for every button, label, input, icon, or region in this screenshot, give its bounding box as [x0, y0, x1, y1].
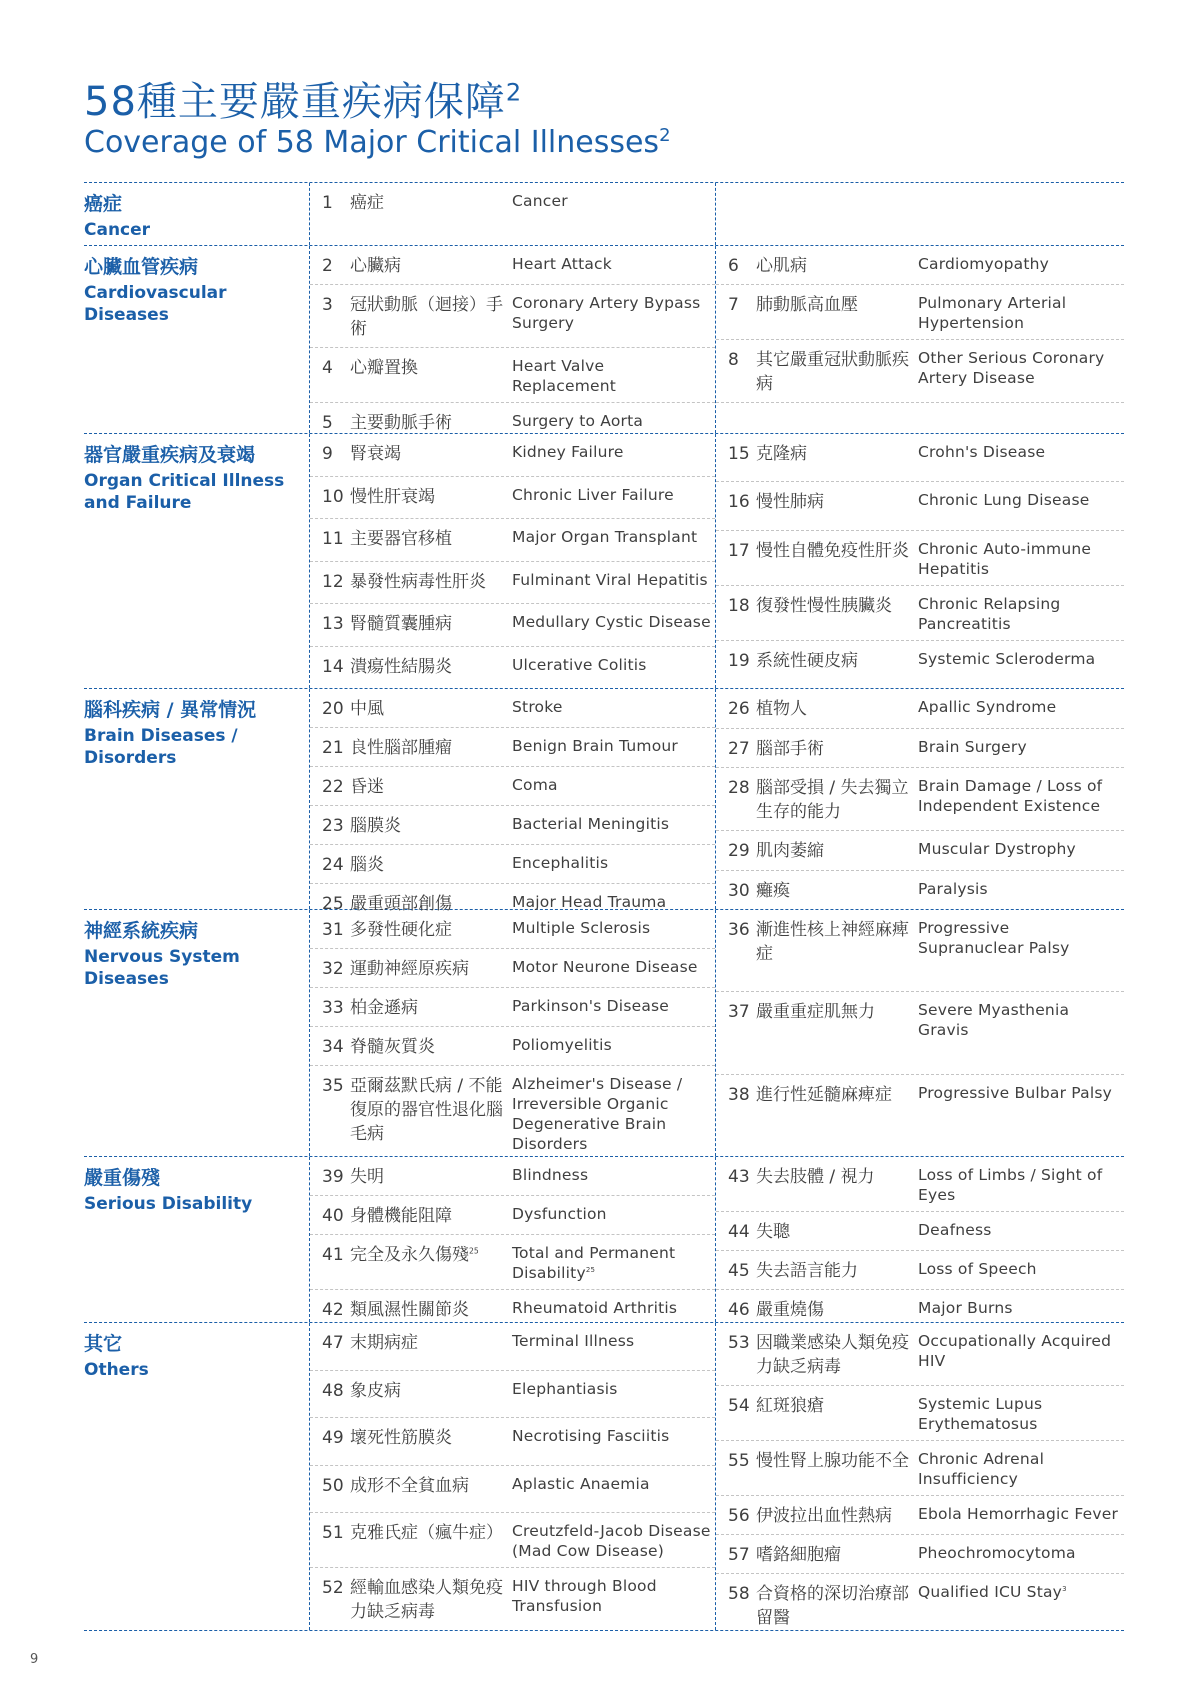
illness-name-zh: 腎衰竭: [350, 444, 401, 464]
illness-name-en: Brain Surgery: [918, 737, 1027, 756]
illness-number: 31: [322, 920, 344, 940]
illness-name-zh: 亞爾茲默氏病 / 不能復原的器官性退化腦毛病: [350, 1076, 503, 1144]
illness-number: 53: [728, 1333, 750, 1353]
illness-name-en: Chronic Auto-immune Hepatitis: [918, 539, 1092, 578]
illness-column-right: [716, 434, 1124, 688]
illness-number: 4: [322, 358, 333, 378]
illness-item: [716, 831, 1124, 871]
illness-name-zh: 腦炎: [350, 855, 384, 875]
illness-item: [716, 531, 1124, 586]
page-number: 9: [30, 1652, 39, 1667]
page-title-zh: 58種主要嚴重疾病保障$^2$: [84, 78, 523, 125]
illness-number: 18: [728, 595, 750, 616]
illness-name-zh: 嚴重頭部創傷: [350, 894, 452, 914]
illness-name-zh: 腎髓質囊腫病: [350, 614, 452, 634]
illness-number: 51: [322, 1523, 344, 1543]
illness-item: [716, 1496, 1124, 1535]
category-label: [84, 910, 310, 1156]
category-name-en: Organ Critical Illness and Failure: [84, 471, 285, 513]
illness-number: 7: [728, 295, 739, 315]
illness-column-right: [716, 183, 1124, 245]
illness-name-zh: 克隆病: [756, 444, 807, 464]
illness-name-zh: 嗜鉻細胞瘤: [756, 1545, 841, 1565]
illness-name-zh: 肌肉萎縮: [756, 841, 824, 861]
illness-name-zh: 多發性硬化症: [350, 920, 452, 940]
illness-name-zh: 腦膜炎: [350, 816, 401, 836]
illness-number: 46: [728, 1300, 750, 1320]
illness-number: 37: [728, 1002, 750, 1023]
illness-item: [310, 1196, 715, 1235]
illness-name-zh: 腦部受損 / 失去獨立生存的能力: [756, 778, 909, 822]
illness-name-zh: 慢性肺病: [756, 492, 824, 513]
illness-name-zh: 脊髓灰質炎: [350, 1037, 435, 1057]
illness-item: [716, 689, 1124, 729]
illness-category-section: [84, 1323, 1124, 1631]
illness-name-en: Ebola Hemorrhagic Fever: [918, 1505, 1119, 1523]
category-name-zh: 神經系統疾病: [84, 920, 199, 942]
illness-name-en: Apallic Syndrome: [918, 698, 1057, 716]
illness-number: 20: [322, 699, 344, 719]
illness-number: 10: [322, 486, 344, 507]
illness-number: 30: [728, 880, 750, 901]
illness-number: 28: [728, 778, 750, 798]
illness-name-zh: 嚴重燒傷: [756, 1300, 824, 1320]
category-name-zh: 器官嚴重疾病及衰竭: [84, 444, 256, 466]
illness-name-en: Poliomyelitis: [512, 1036, 612, 1054]
illness-item: [310, 767, 715, 806]
illness-name-en: Surgery to Aorta: [512, 412, 644, 430]
illness-item: [310, 348, 715, 403]
category-label: [84, 1157, 310, 1322]
illness-column-left: [310, 1157, 716, 1322]
illness-column-left: [310, 434, 716, 688]
illness-item: [310, 434, 715, 477]
illness-number: 58: [728, 1584, 750, 1604]
illness-item: [716, 482, 1124, 530]
illness-item: [310, 1157, 715, 1196]
illness-number: 9: [322, 444, 333, 464]
illness-item: [310, 477, 715, 520]
illness-number: 38: [728, 1084, 750, 1105]
illness-name-en: Crohn's Disease: [918, 443, 1046, 461]
illness-name-en: Fulminant Viral Hepatitis: [512, 570, 708, 589]
illness-number: 33: [322, 998, 344, 1018]
illness-name-en: Cardiomyopathy: [918, 255, 1050, 273]
illness-name-zh: 潰瘍性結腸炎: [350, 656, 452, 677]
illness-item: [310, 845, 715, 884]
illness-column-left: [310, 1323, 716, 1630]
illness-number: 15: [728, 444, 750, 464]
illness-name-en: Blindness: [512, 1166, 589, 1184]
illness-number: 22: [322, 777, 344, 797]
illness-name-en: Major Organ Transplant: [512, 528, 698, 546]
illness-number: 44: [728, 1222, 750, 1242]
illness-name-en: Cancer: [512, 192, 568, 210]
illness-number: 2: [322, 256, 333, 276]
category-name-en: Serious Disability: [84, 1194, 253, 1214]
illness-number: 5: [322, 413, 333, 433]
illness-name-zh: 中風: [350, 699, 384, 719]
illness-name-en: Total and Permanent Disability$^{25}$: [512, 1244, 676, 1282]
category-name-en: Cardiovascular Diseases: [84, 283, 227, 325]
illness-column-right: [716, 689, 1124, 909]
illness-number: 34: [322, 1037, 344, 1057]
illness-name-zh: 肺動脈高血壓: [756, 295, 858, 315]
illness-name-zh: 壞死性筋膜炎: [350, 1428, 452, 1448]
illness-number: 43: [728, 1167, 750, 1187]
illness-item: [310, 949, 715, 988]
illness-item: [716, 403, 1124, 433]
illness-name-zh: 心瓣置換: [350, 358, 418, 378]
illness-category-section: [84, 434, 1124, 689]
illness-column-left: [310, 246, 716, 433]
illness-name-en: Elephantiasis: [512, 1379, 618, 1398]
illness-item: [716, 641, 1124, 688]
illness-name-zh: 失明: [350, 1167, 384, 1187]
illness-name-en: Chronic Liver Failure: [512, 485, 674, 504]
illness-number: 49: [322, 1428, 344, 1448]
illness-name-en: Chronic Adrenal Insufficiency: [918, 1450, 1045, 1488]
illness-name-zh: 象皮病: [350, 1380, 401, 1401]
illness-item: [310, 183, 715, 245]
illness-name-en: Stroke: [512, 698, 563, 716]
illness-name-en: Loss of Limbs / Sight of Eyes: [918, 1166, 1103, 1204]
illness-name-zh: 慢性肝衰竭: [350, 486, 435, 507]
illness-number: 55: [728, 1451, 750, 1471]
illness-number: 52: [322, 1578, 344, 1598]
illness-name-en: Medullary Cystic Disease: [512, 613, 711, 631]
illness-name-en: Kidney Failure: [512, 443, 624, 461]
illness-category-section: [84, 1157, 1124, 1323]
footnote-marker: 25: [469, 1246, 479, 1256]
illness-name-en: Dysfunction: [512, 1205, 607, 1223]
illness-name-en: Qualified ICU Stay$^3$: [918, 1583, 1067, 1601]
illness-item: [716, 1441, 1124, 1496]
illness-name-en: Ulcerative Colitis: [512, 655, 647, 674]
illness-number: 6: [728, 256, 739, 276]
illness-name-zh: 失聰: [756, 1222, 790, 1242]
illness-number: 48: [322, 1380, 344, 1401]
illness-name-en: Creutzfeld-Jacob Disease (Mad Cow Disease): [512, 1522, 711, 1560]
illness-name-en: Benign Brain Tumour: [512, 737, 678, 755]
illness-name-zh: 系統性硬皮病: [756, 650, 858, 671]
illness-number: 11: [322, 529, 344, 549]
illness-name-en: Alzheimer's Disease / Irreversible Organic Degenerative Brain Disorders: [512, 1075, 683, 1153]
illness-item: [310, 1027, 715, 1066]
illness-item: [310, 1466, 715, 1514]
illness-item: [310, 1371, 715, 1419]
illness-name-zh: 伊波拉出血性熱病: [756, 1506, 892, 1526]
illness-item: [310, 519, 715, 562]
illness-name-zh: 身體機能阻障: [350, 1206, 452, 1226]
illness-name-zh: 完全及永久傷殘$^{25}$: [350, 1245, 479, 1265]
illness-name-en: Systemic Lupus Erythematosus: [918, 1395, 1043, 1433]
illness-column-right: [716, 910, 1124, 1156]
illness-number: 16: [728, 492, 750, 513]
illness-number: 17: [728, 540, 750, 561]
category-label: [84, 246, 310, 433]
illness-name-zh: 克雅氏症（瘋牛症）: [350, 1523, 503, 1543]
illness-number: 47: [322, 1333, 344, 1353]
illness-item: [716, 1157, 1124, 1212]
illness-name-en: Loss of Speech: [918, 1260, 1037, 1278]
illness-item: [716, 1574, 1124, 1636]
category-name-zh: 心臟血管疾病: [84, 256, 199, 278]
illness-name-en: Coronary Artery Bypass Surgery: [512, 294, 701, 332]
illness-number: 1: [322, 193, 333, 213]
illness-category-section: [84, 910, 1124, 1157]
illness-name-en: Aplastic Anaemia: [512, 1474, 650, 1493]
illness-name-en: Rheumatoid Arthritis: [512, 1299, 678, 1317]
illness-name-zh: 柏金遜病: [350, 998, 418, 1018]
illness-item: [716, 768, 1124, 831]
illness-item: [310, 1323, 715, 1371]
page-title-en: Coverage of 58 Major Critical Illnesses$^2$: [84, 125, 671, 160]
illness-number: 50: [322, 1475, 344, 1496]
illness-number: 8: [728, 350, 739, 370]
illness-item: [716, 246, 1124, 285]
illness-number: 56: [728, 1506, 750, 1526]
illness-item: [716, 1251, 1124, 1290]
illness-name-zh: 成形不全貧血病: [350, 1475, 469, 1496]
illness-name-en: Pulmonary Arterial Hypertension: [918, 294, 1067, 332]
illness-number: 3: [322, 295, 333, 315]
illness-column-right: [716, 1157, 1124, 1322]
illness-name-zh: 失去肢體 / 視力: [756, 1167, 875, 1187]
illness-name-en: Pheochromocytoma: [918, 1544, 1076, 1562]
illness-name-zh: 運動神經原疾病: [350, 959, 469, 979]
illness-name-en: Necrotising Fasciitis: [512, 1427, 670, 1445]
illness-name-zh: 良性腦部腫瘤: [350, 738, 452, 758]
illness-name-zh: 嚴重重症肌無力: [756, 1002, 875, 1023]
category-name-en: Others: [84, 1360, 149, 1380]
illness-number: 32: [322, 959, 344, 979]
illness-number: 13: [322, 614, 344, 634]
illness-name-en: Paralysis: [918, 879, 988, 898]
illness-name-en: Parkinson's Disease: [512, 997, 670, 1015]
illness-number: 27: [728, 738, 750, 759]
illness-number: 41: [322, 1245, 344, 1265]
illness-item: [716, 729, 1124, 769]
illness-name-zh: 冠狀動脈（迴接）手術: [350, 295, 503, 339]
illness-name-en: Coma: [512, 776, 558, 794]
illness-number: 45: [728, 1261, 750, 1281]
illness-item: [310, 285, 715, 348]
illness-item: [310, 246, 715, 285]
category-name-zh: 其它: [84, 1333, 123, 1355]
illness-name-zh: 進行性延髓麻痺症: [756, 1084, 892, 1105]
illness-name-en: Severe Myasthenia Gravis: [918, 1001, 1070, 1040]
illness-number: 19: [728, 650, 750, 671]
illness-item: [716, 1535, 1124, 1574]
illness-name-zh: 失去語言能力: [756, 1261, 858, 1281]
illness-name-zh: 慢性腎上腺功能不全: [756, 1451, 909, 1471]
illness-item: [716, 340, 1124, 403]
illness-item: [310, 728, 715, 767]
illness-item: [716, 1212, 1124, 1251]
illness-item: [310, 1418, 715, 1466]
illness-name-en: Bacterial Meningitis: [512, 815, 670, 833]
illness-category-section: [84, 246, 1124, 434]
illness-number: 39: [322, 1167, 344, 1187]
illness-name-zh: 復發性慢性胰臟炎: [756, 595, 892, 616]
illness-item: [716, 1075, 1124, 1156]
illness-name-zh: 漸進性核上神經麻痺症: [756, 920, 909, 964]
illness-number: 21: [322, 738, 344, 758]
category-label: [84, 689, 310, 909]
category-name-zh: 嚴重傷殘: [84, 1167, 161, 1189]
footnote-marker: 25: [585, 1265, 596, 1274]
illness-name-en: Multiple Sclerosis: [512, 919, 651, 937]
illness-item: [716, 285, 1124, 340]
illness-item: [716, 1323, 1124, 1386]
illness-name-en: Progressive Bulbar Palsy: [918, 1083, 1112, 1102]
illness-name-en: Chronic Relapsing Pancreatitis: [918, 594, 1061, 633]
illness-name-en: Major Head Trauma: [512, 893, 667, 911]
illness-name-zh: 主要動脈手術: [350, 413, 452, 433]
illness-name-en: Progressive Supranuclear Palsy: [918, 919, 1070, 957]
illness-name-en: Terminal Illness: [512, 1332, 635, 1350]
illness-number: 29: [728, 841, 750, 861]
illness-name-en: Heart Valve Replacement: [512, 357, 617, 395]
illness-column-left: [310, 910, 716, 1156]
illness-item: [716, 586, 1124, 641]
illness-column-right: [716, 1323, 1124, 1630]
illness-number: 26: [728, 699, 750, 719]
illness-number: 36: [728, 920, 750, 940]
category-name-zh: 腦科疾病 / 異常情況: [84, 699, 257, 721]
illness-name-en: Major Burns: [918, 1299, 1013, 1317]
category-name-en: Cancer: [84, 220, 151, 240]
illness-name-en: Deafness: [918, 1221, 992, 1239]
illness-number: 54: [728, 1396, 750, 1416]
illness-name-zh: 紅斑狼瘡: [756, 1396, 824, 1416]
illness-item: [310, 910, 715, 949]
illness-category-section: [84, 689, 1124, 914]
illness-name-en: Muscular Dystrophy: [918, 840, 1076, 858]
illness-category-section: [84, 183, 1124, 246]
illness-item: [310, 689, 715, 728]
illness-name-en: Chronic Lung Disease: [918, 491, 1090, 510]
illness-number: 14: [322, 656, 344, 677]
category-name-en: Nervous System Diseases: [84, 947, 240, 989]
illness-name-zh: 末期病症: [350, 1333, 418, 1353]
illness-number: 24: [322, 855, 344, 875]
illness-name-zh: 經輸血感染人類免疫力缺乏病毒: [350, 1578, 503, 1622]
illness-name-zh: 主要器官移植: [350, 529, 452, 549]
illness-item: [716, 871, 1124, 910]
illness-item: [716, 434, 1124, 482]
category-label: [84, 183, 310, 245]
illness-item: [310, 604, 715, 647]
illness-column-right: [716, 246, 1124, 433]
illness-name-zh: 慢性自體免疫性肝炎: [756, 540, 909, 561]
illness-item: [716, 910, 1124, 992]
illness-number: 25: [322, 894, 344, 914]
illness-number: 40: [322, 1206, 344, 1226]
illness-column-left: [310, 183, 716, 245]
illness-name-zh: 合資格的深切治療部留醫: [756, 1584, 909, 1628]
illness-name-en: Encephalitis: [512, 854, 609, 872]
illness-name-zh: 其它嚴重冠狀動脈疾病: [756, 350, 909, 394]
illness-name-zh: 暴發性病毒性肝炎: [350, 571, 486, 592]
illness-name-en: Systemic Scleroderma: [918, 649, 1096, 668]
illness-name-en: Heart Attack: [512, 255, 612, 273]
illness-number: 23: [322, 816, 344, 836]
illness-name-zh: 因職業感染人類免疫力缺乏病毒: [756, 1333, 909, 1377]
illness-name-en: Other Serious Coronary Artery Disease: [918, 349, 1105, 387]
illness-name-en: HIV through Blood Transfusion: [512, 1577, 657, 1615]
illness-name-zh: 昏迷: [350, 777, 384, 797]
illness-item: [310, 988, 715, 1027]
illness-item: [310, 562, 715, 605]
category-label: [84, 434, 310, 688]
illness-item: [716, 992, 1124, 1074]
illness-item: [310, 647, 715, 689]
footnote-marker: 3: [1062, 1584, 1067, 1593]
illness-number: 12: [322, 571, 344, 592]
category-name-zh: 癌症: [84, 193, 123, 215]
category-label: [84, 1323, 310, 1630]
illness-name-zh: 癱瘓: [756, 880, 790, 901]
illness-item: [310, 1066, 715, 1160]
illness-name-zh: 心臟病: [350, 256, 401, 276]
illness-item: [310, 1513, 715, 1568]
illness-item: [310, 806, 715, 845]
illness-number: 42: [322, 1300, 344, 1320]
illness-number: 57: [728, 1545, 750, 1565]
category-name-en: Brain Diseases / Disorders: [84, 726, 238, 768]
illness-item: [310, 1568, 715, 1630]
illness-coverage-table: [84, 182, 1124, 1631]
illness-name-zh: 類風濕性關節炎: [350, 1300, 469, 1320]
illness-name-en: Occupationally Acquired HIV: [918, 1332, 1112, 1370]
illness-name-en: Brain Damage / Loss of Independent Existence: [918, 777, 1103, 815]
illness-item: [716, 1386, 1124, 1441]
illness-number: 35: [322, 1076, 344, 1096]
illness-item: [310, 1235, 715, 1290]
illness-name-zh: 癌症: [350, 193, 384, 213]
illness-name-zh: 植物人: [756, 699, 807, 719]
illness-column-left: [310, 689, 716, 914]
illness-name-zh: 腦部手術: [756, 738, 824, 759]
illness-name-en: Motor Neurone Disease: [512, 958, 698, 976]
illness-name-zh: 心肌病: [756, 256, 807, 276]
